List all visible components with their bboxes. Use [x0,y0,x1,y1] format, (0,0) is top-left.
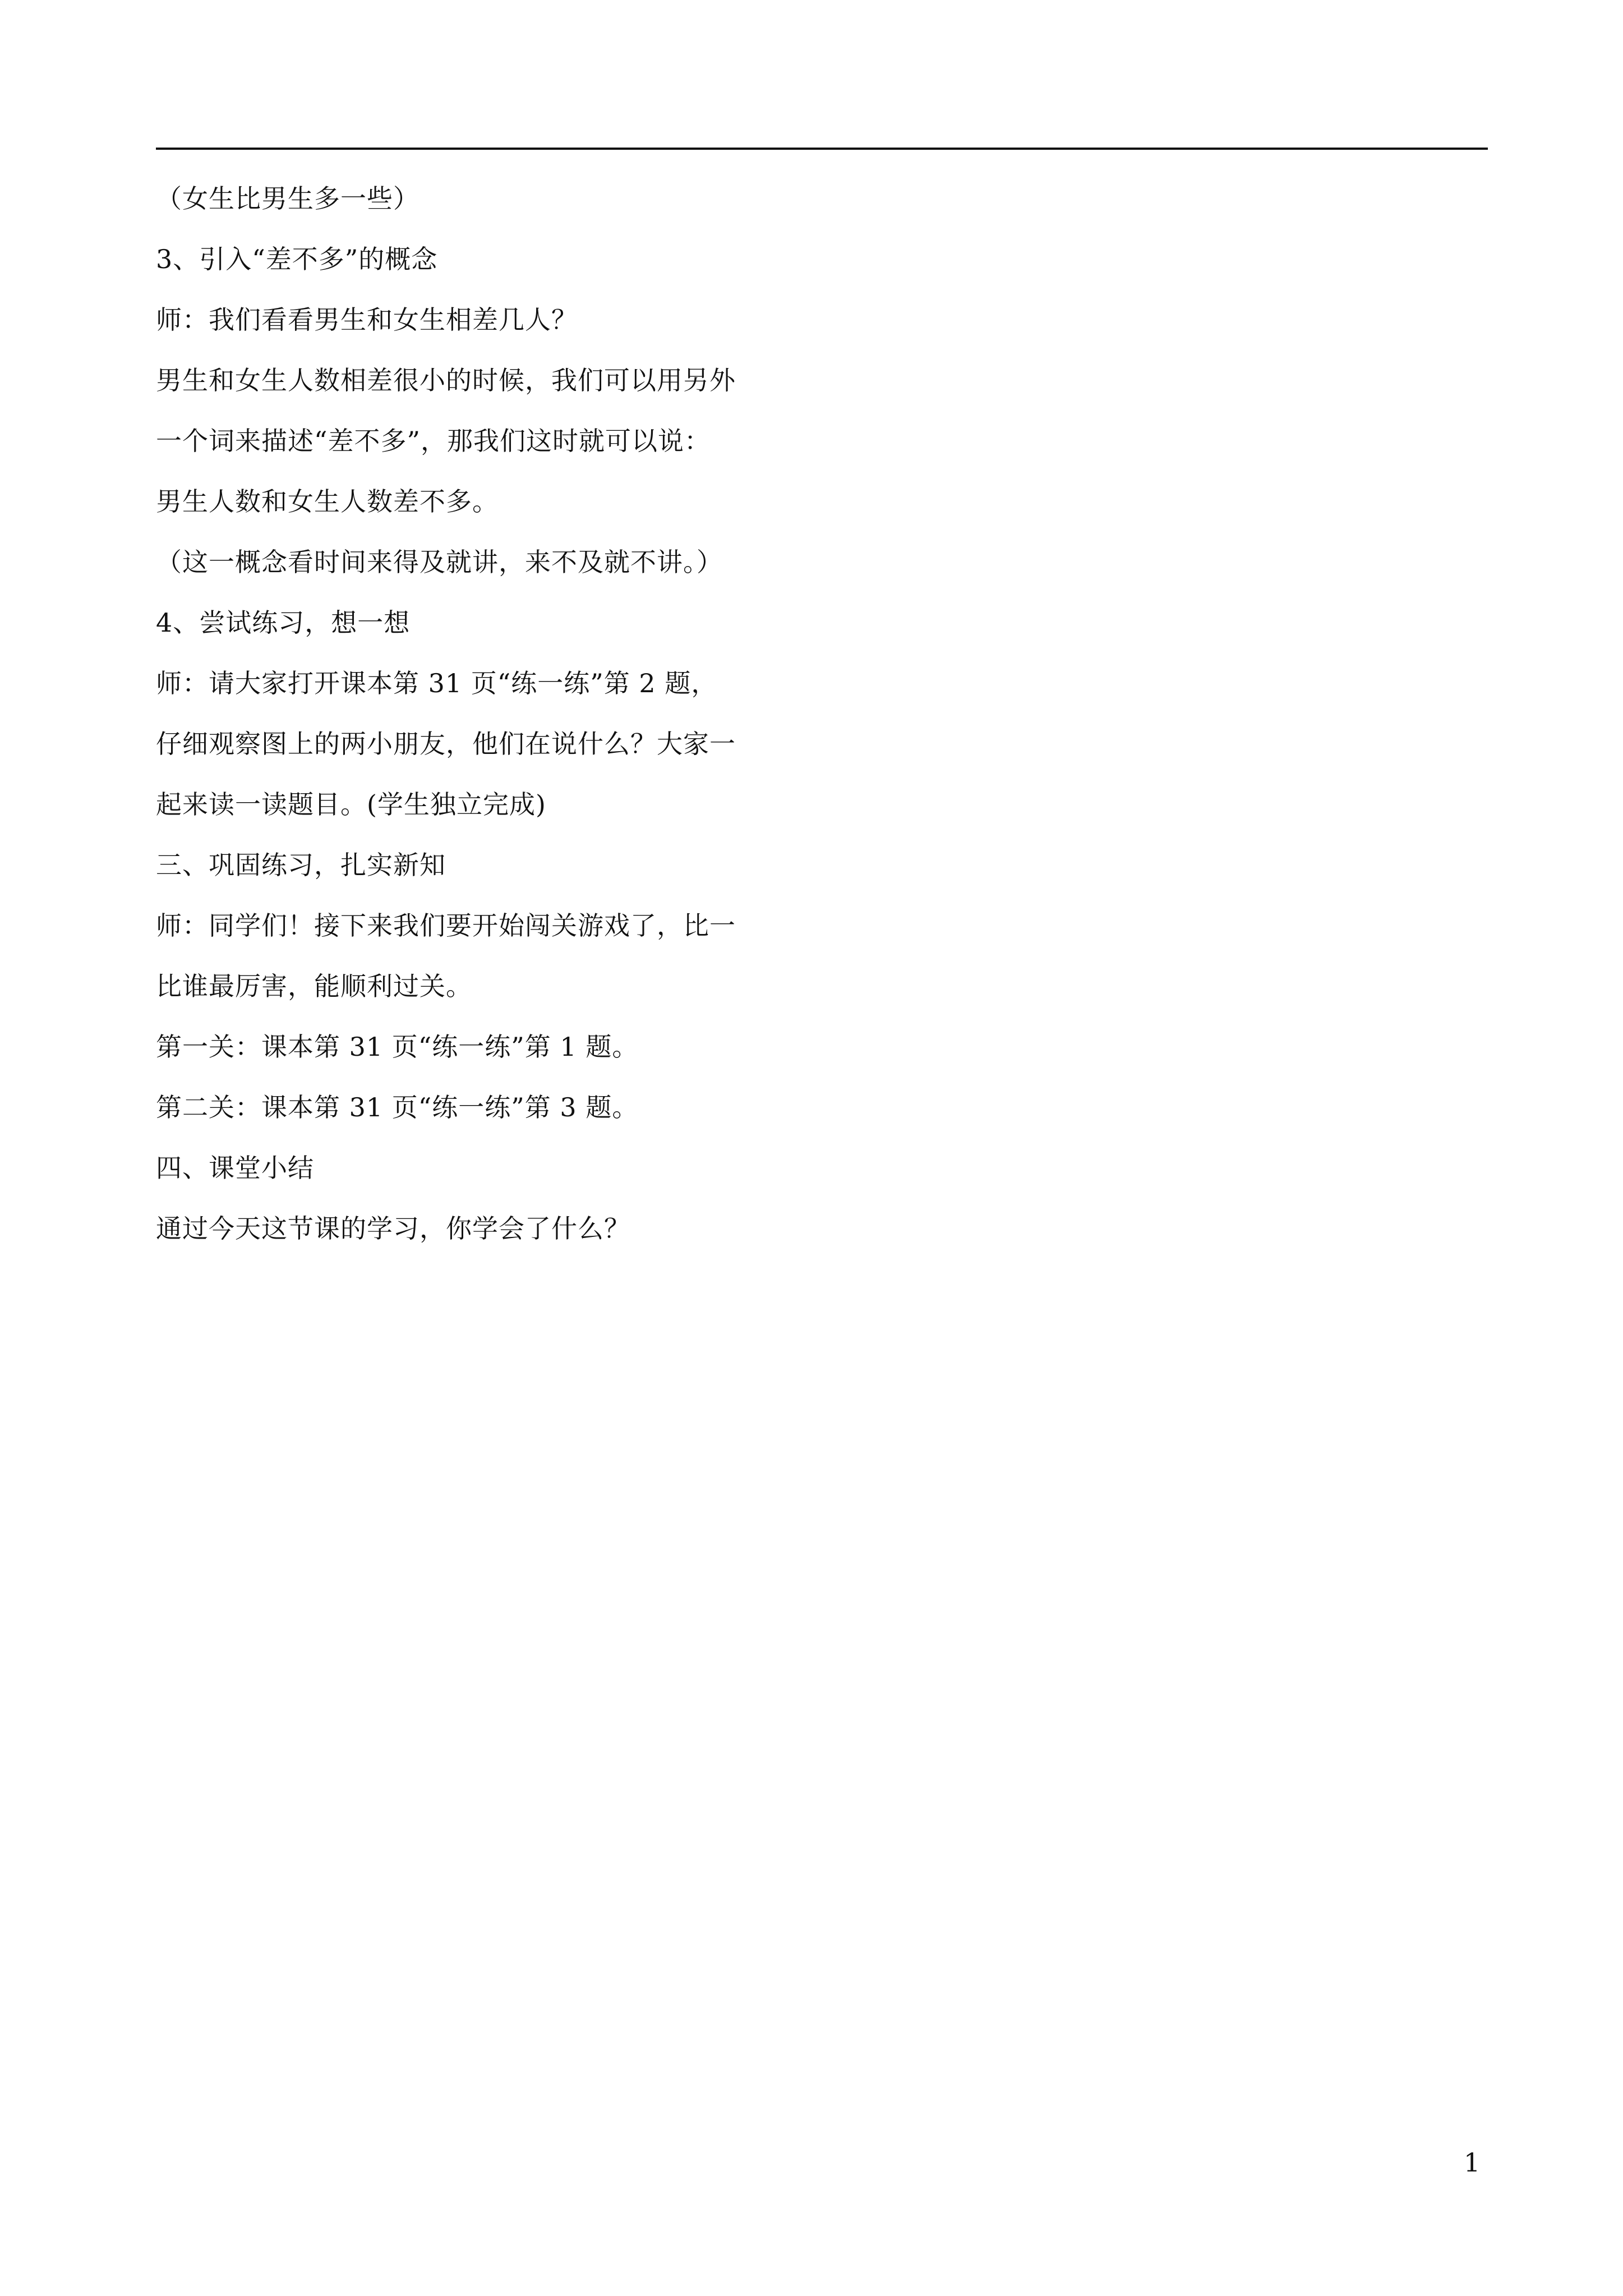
text-line: 比谁最厉害，能顺利过关。 [156,971,472,1001]
text-line: 通过今天这节课的学习，你学会了什么？ [156,1213,630,1244]
section-heading: 3、引入“差不多”的概念 [156,244,438,274]
text-line: 男生和女生人数相差很小的时候，我们可以用另外 [156,365,736,395]
text-line: 师：请大家打开课本第 31 页“练一练”第 2 题， [156,668,718,698]
text-line: 仔细观察图上的两小朋友，他们在说什么？大家一 [156,729,736,759]
text-line: 起来读一读题目。(学生独立完成) [156,789,546,820]
text-line: （这一概念看时间来得及就讲，来不及就不讲。） [156,547,723,577]
document-body [156,168,885,1259]
text-line: 一个词来描述“差不多”，那我们这时就可以说： [156,426,711,456]
text-line: 第二关：课本第 31 页“练一练”第 3 题。 [156,1092,639,1122]
text-line: 师：同学们！接下来我们要开始闯关游戏了，比一 [156,910,736,941]
text-line: 男生人数和女生人数差不多。 [156,486,499,517]
section-heading: 三、巩固练习，扎实新知 [156,850,446,880]
header-rule [156,148,1488,150]
section-heading: 四、课堂小结 [156,1153,314,1183]
section-heading: 4、尝试练习，想一想 [156,608,411,638]
text-line: 师：我们看看男生和女生相差几人？ [156,305,578,335]
text-line: 第一关：课本第 31 页“练一练”第 1 题。 [156,1032,639,1062]
page-number: 1 [1464,2147,1481,2178]
text-line: （女生比男生多一些） [156,183,419,214]
